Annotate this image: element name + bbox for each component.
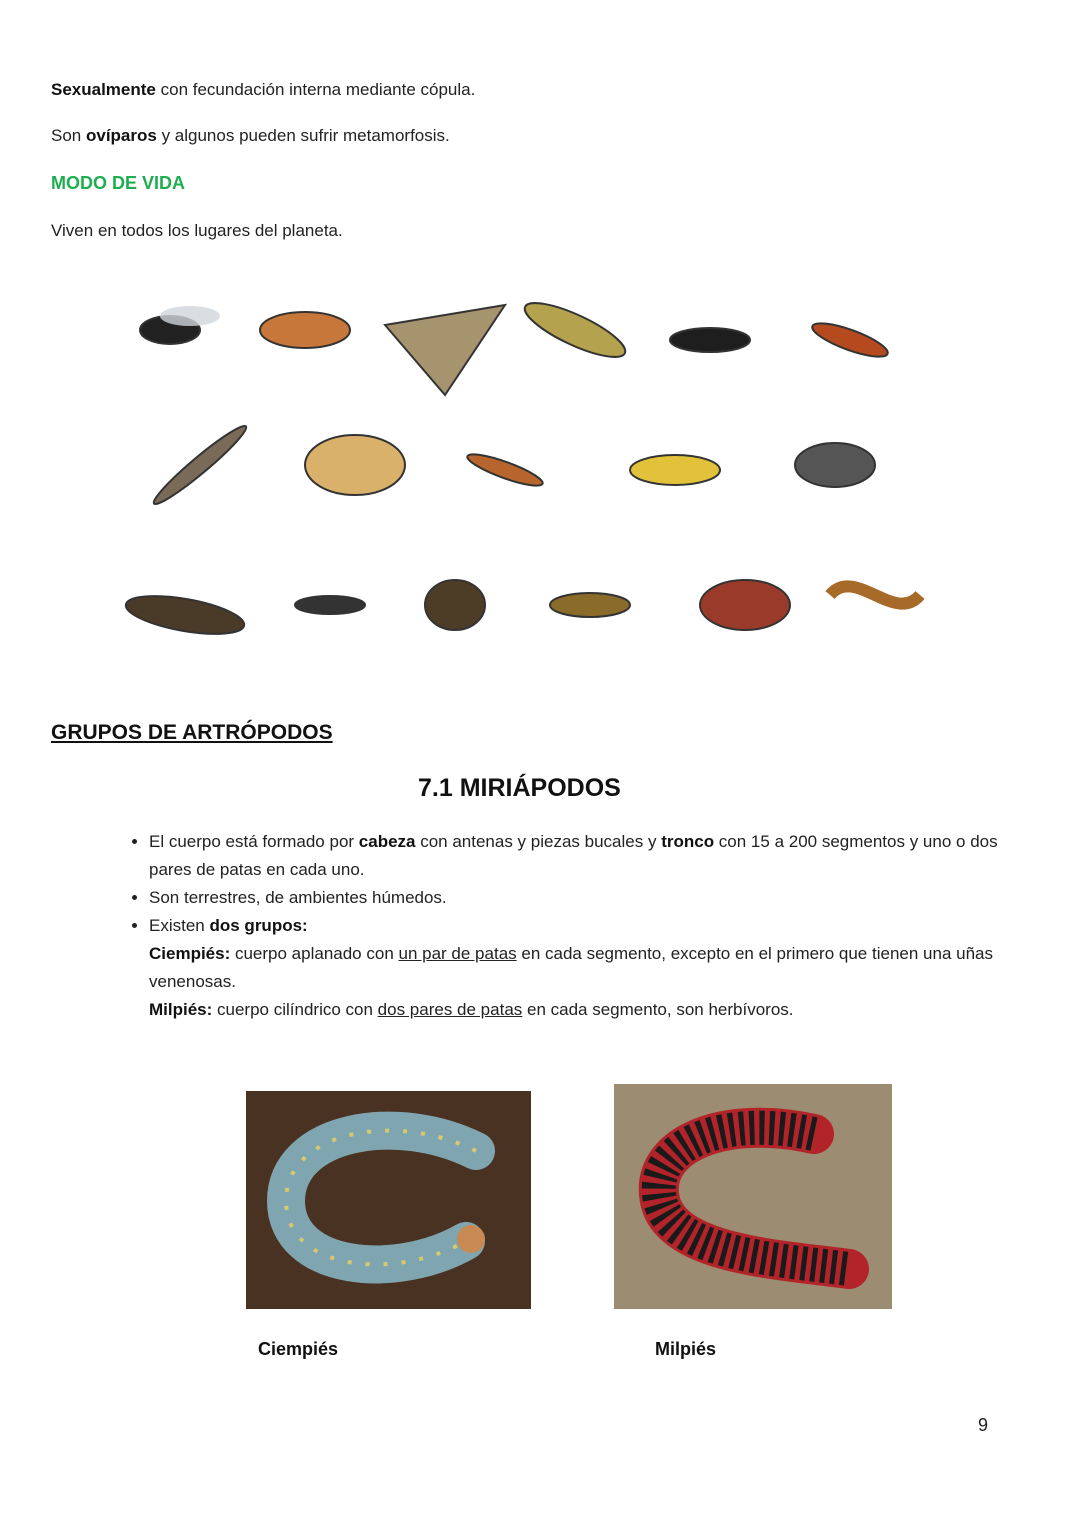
text: Existen	[149, 916, 210, 935]
text: con fecundación interna mediante cópula.	[155, 80, 476, 99]
page-number: 9	[978, 1415, 989, 1435]
arthropods-image	[105, 270, 935, 670]
text: El cuerpo está formado por	[149, 832, 359, 851]
ciempies-photo	[246, 1091, 531, 1309]
list-item	[149, 912, 1009, 1024]
miriapodos-bullet-list	[112, 828, 1009, 1024]
text: cuerpo aplanado con	[230, 944, 399, 963]
text: en cada segmento, son herbívoros.	[522, 1000, 794, 1019]
insect-illustrations	[123, 293, 920, 641]
groups-heading: GRUPOS DE ARTRÓPODOS	[51, 721, 333, 744]
underlined-term: un par de patas	[398, 944, 517, 963]
underlined-term: dos pares de patas	[377, 1000, 523, 1019]
text: y algunos pueden sufrir metamorfosis.	[156, 126, 450, 145]
milpies-description	[149, 1000, 794, 1019]
bold-term: Ciempiés:	[149, 944, 231, 963]
bold-term: cabeza	[358, 832, 416, 851]
ciempies-description	[149, 944, 993, 991]
text: en cada segmento, excepto en el primero que tienen una uñas venenosas.	[149, 944, 993, 991]
bold-term: ovíparos	[85, 126, 157, 145]
text: Son	[51, 126, 86, 145]
text: cuerpo cilíndrico con	[212, 1000, 378, 1019]
oviparos-text	[51, 126, 450, 146]
bold-term: Sexualmente	[51, 80, 156, 99]
text: con antenas y piezas bucales y	[415, 832, 662, 851]
bold-term: tronco	[661, 832, 715, 851]
section-title: 7.1 MIRIÁPODOS	[418, 774, 621, 802]
list-item: • Son terrestres, de ambientes húmedos.	[149, 884, 1009, 912]
modo-vida-text: Viven en todos los lugares del planeta.	[51, 221, 343, 240]
modo-vida-heading: MODO DE VIDA	[51, 173, 186, 193]
milpies-caption: Milpiés	[655, 1339, 717, 1359]
reproduction-text	[51, 80, 475, 100]
bold-term: dos grupos:	[209, 916, 308, 935]
ciempies-caption: Ciempiés	[258, 1339, 339, 1359]
text: con 15 a 200 segmentos y uno o dos pares de patas en cada uno.	[149, 832, 998, 879]
bold-term: Milpiés:	[149, 1000, 213, 1019]
milpies-photo	[614, 1084, 892, 1309]
list-item	[149, 828, 1009, 884]
